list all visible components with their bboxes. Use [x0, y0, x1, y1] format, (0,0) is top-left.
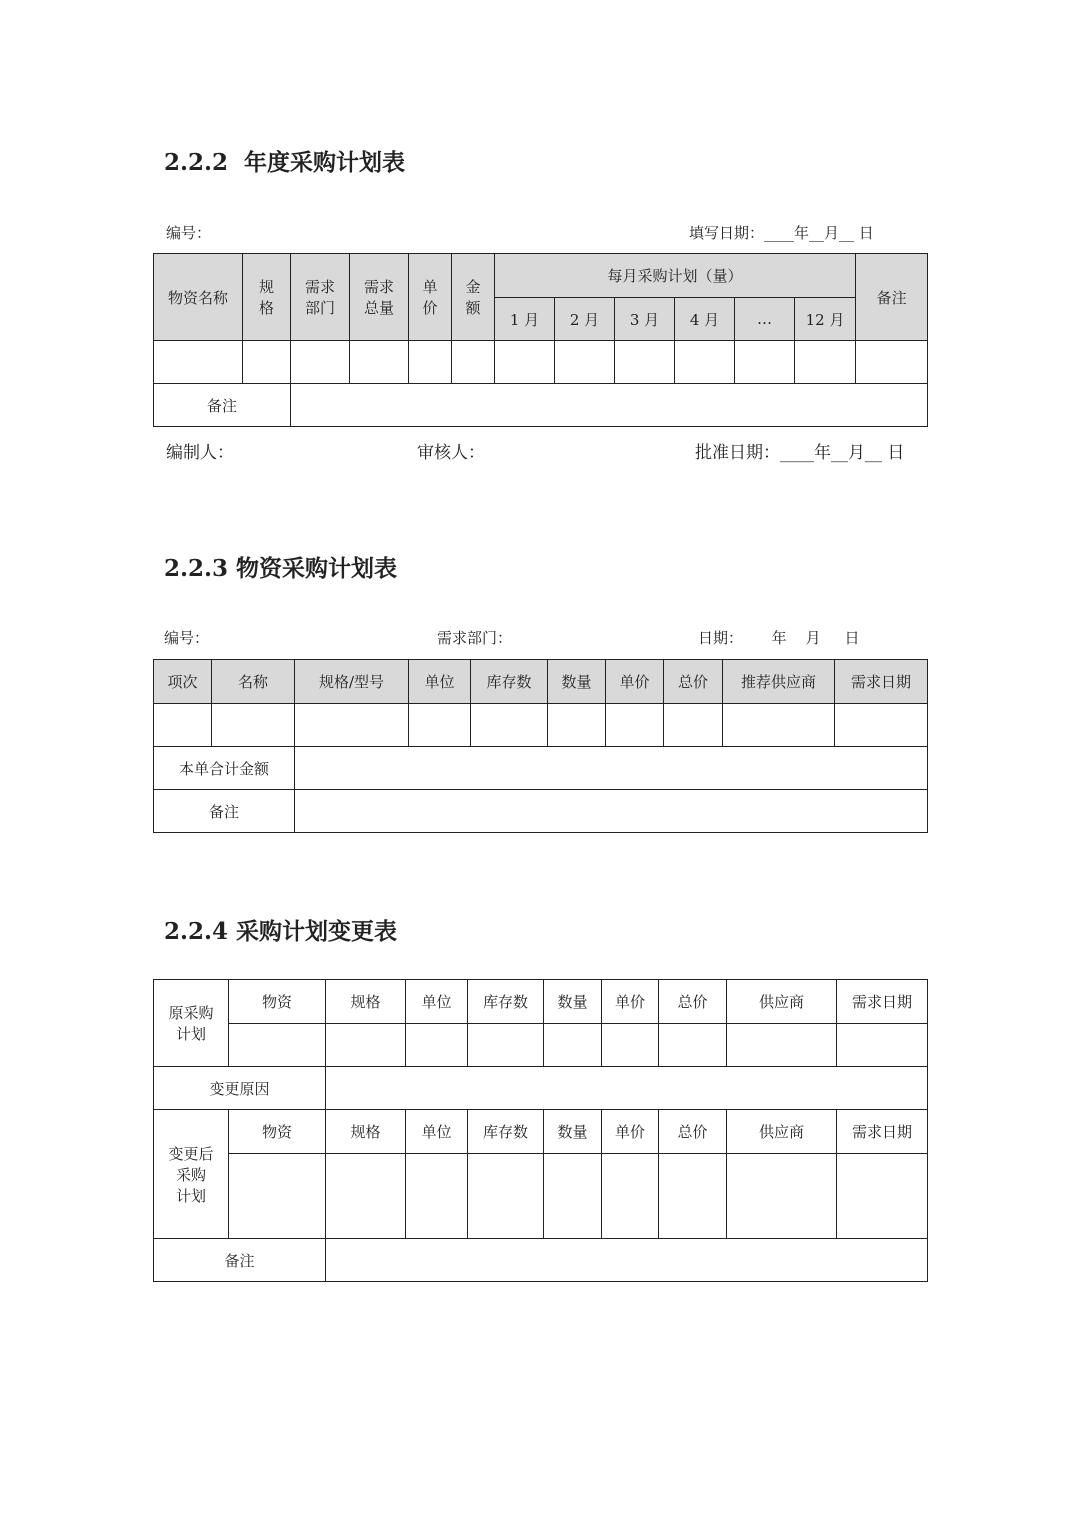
- header-spec: 规格: [326, 980, 406, 1024]
- header-unit-price: [409, 254, 452, 341]
- cell-demand-dept[interactable]: [291, 341, 350, 384]
- cell-spec[interactable]: [243, 341, 291, 384]
- cell-quantity[interactable]: [544, 1024, 602, 1067]
- cell-spec[interactable]: [326, 1154, 406, 1239]
- cell-month-12[interactable]: [795, 341, 856, 384]
- section-title-material-plan: 2.2.3 物资采购计划表: [164, 555, 398, 582]
- cell-demand-date[interactable]: [837, 1154, 928, 1239]
- cell-name[interactable]: [212, 704, 295, 747]
- material-purchase-plan-table: [153, 659, 928, 833]
- remark-field[interactable]: [295, 790, 928, 833]
- header-item-no: 项次: [154, 660, 212, 704]
- cell-stock[interactable]: [471, 704, 548, 747]
- cell-total-price[interactable]: [659, 1154, 727, 1239]
- header-quantity: 数量: [548, 660, 606, 704]
- header-demand-total-line2: 总量: [363, 299, 394, 317]
- header-supplier: 供应商: [727, 980, 837, 1024]
- cell-material[interactable]: [229, 1024, 326, 1067]
- date-label: 日期： 年 月 日: [698, 629, 860, 647]
- header-spec-line1: 规: [258, 278, 274, 296]
- cell-unit-price[interactable]: [602, 1154, 659, 1239]
- header-spec-line2: 格: [258, 299, 274, 317]
- header-unit: 单位: [409, 660, 471, 704]
- cell-supplier[interactable]: [727, 1024, 837, 1067]
- original-plan-label-line2: 计划: [175, 1025, 206, 1043]
- header-demand-date: 需求日期: [837, 1110, 928, 1154]
- header-demand-dept-line1: 需求: [304, 278, 335, 296]
- header-unit-price-line1: 单: [422, 278, 438, 296]
- header-total-price: 总价: [664, 660, 723, 704]
- cell-month-2[interactable]: [555, 341, 615, 384]
- approve-date-label: 批准日期：____年__月__ 日: [695, 443, 905, 463]
- cell-unit[interactable]: [406, 1154, 468, 1239]
- cell-month-3[interactable]: [615, 341, 675, 384]
- remark-field[interactable]: [326, 1239, 928, 1282]
- table-row: [154, 341, 928, 384]
- cell-quantity[interactable]: [548, 704, 606, 747]
- cell-item-no[interactable]: [154, 704, 212, 747]
- remark-label: 备注: [154, 384, 291, 427]
- changed-plan-label-line3: 计划: [175, 1186, 206, 1205]
- header-material: 物资: [229, 1110, 326, 1154]
- header-demand-total-line1: 需求: [363, 278, 394, 296]
- header-demand-date: 需求日期: [837, 980, 928, 1024]
- changed-plan-label-line1: 变更后: [168, 1144, 214, 1163]
- cell-quantity[interactable]: [544, 1154, 602, 1239]
- header-unit: 单位: [406, 980, 468, 1024]
- header-demand-dept: [291, 254, 350, 341]
- remark-label: 备注: [154, 790, 295, 833]
- cell-month-1[interactable]: [495, 341, 555, 384]
- header-material-name: 物资名称: [154, 254, 243, 341]
- header-monthly-plan: 每月采购计划（量）: [495, 254, 856, 298]
- header-stock: 库存数: [468, 1110, 544, 1154]
- changed-plan-label: [154, 1110, 229, 1239]
- header-amount-line2: 额: [465, 299, 481, 317]
- section-title-annual-plan: 2.2.2 年度采购计划表: [164, 149, 406, 176]
- header-spec: 规格: [326, 1110, 406, 1154]
- header-month-2: 2 月: [555, 298, 615, 341]
- cell-spec-model[interactable]: [295, 704, 409, 747]
- cell-remark[interactable]: [856, 341, 928, 384]
- header-supplier: 供应商: [727, 1110, 837, 1154]
- header-amount-line1: 金: [465, 278, 481, 296]
- header-demand-date: 需求日期: [835, 660, 928, 704]
- header-quantity: 数量: [544, 1110, 602, 1154]
- cell-unit[interactable]: [406, 1024, 468, 1067]
- remark-label: 备注: [154, 1239, 326, 1282]
- cell-unit[interactable]: [409, 704, 471, 747]
- serial-number-label: 编号：: [164, 629, 210, 647]
- table-row: [154, 1154, 928, 1239]
- annual-purchase-plan-table: [153, 253, 928, 427]
- header-unit: 单位: [406, 1110, 468, 1154]
- cell-total-price[interactable]: [664, 704, 723, 747]
- serial-number-label: 编号：: [166, 224, 212, 242]
- change-reason-field[interactable]: [326, 1067, 928, 1110]
- cell-total-price[interactable]: [659, 1024, 727, 1067]
- header-unit-price: 单价: [602, 1110, 659, 1154]
- header-month-1: 1 月: [495, 298, 555, 341]
- header-recommended-supplier: 推荐供应商: [723, 660, 835, 704]
- cell-month-ellipsis[interactable]: [735, 341, 795, 384]
- compiler-label: 编制人：: [166, 443, 234, 463]
- header-month-12: 12 月: [795, 298, 856, 341]
- total-amount-field[interactable]: [295, 747, 928, 790]
- reviewer-label: 审核人：: [417, 443, 485, 463]
- header-name: 名称: [212, 660, 295, 704]
- header-spec: [243, 254, 291, 341]
- cell-material[interactable]: [229, 1154, 326, 1239]
- header-quantity: 数量: [544, 980, 602, 1024]
- cell-unit-price[interactable]: [606, 704, 664, 747]
- purchase-plan-change-table: [153, 979, 928, 1282]
- total-amount-label: 本单合计金额: [154, 747, 295, 790]
- header-total-price: 总价: [659, 980, 727, 1024]
- remark-field[interactable]: [291, 384, 928, 427]
- cell-demand-total[interactable]: [350, 341, 409, 384]
- header-stock: 库存数: [468, 980, 544, 1024]
- header-unit-price-line2: 价: [422, 299, 438, 317]
- header-month-4: 4 月: [675, 298, 735, 341]
- fill-date-label: 填写日期：____年__月__ 日: [689, 224, 874, 242]
- changed-plan-label-line2: 采购: [175, 1165, 206, 1184]
- header-total-price: 总价: [659, 1110, 727, 1154]
- cell-spec[interactable]: [326, 1024, 406, 1067]
- header-material: 物资: [229, 980, 326, 1024]
- change-reason-label: 变更原因: [154, 1067, 326, 1110]
- cell-unit-price[interactable]: [602, 1024, 659, 1067]
- header-demand-dept-line2: 部门: [304, 299, 335, 317]
- cell-month-4[interactable]: [675, 341, 735, 384]
- header-unit-price: 单价: [602, 980, 659, 1024]
- cell-amount[interactable]: [452, 341, 495, 384]
- header-month-3: 3 月: [615, 298, 675, 341]
- header-unit-price: 单价: [606, 660, 664, 704]
- header-spec-model: 规格/型号: [295, 660, 409, 704]
- section-title-plan-change: 2.2.4 采购计划变更表: [164, 918, 398, 945]
- header-remark: 备注: [856, 254, 928, 341]
- cell-stock[interactable]: [468, 1024, 544, 1067]
- cell-recommended-supplier[interactable]: [723, 704, 835, 747]
- cell-demand-date[interactable]: [837, 1024, 928, 1067]
- header-stock: 库存数: [471, 660, 548, 704]
- cell-unit-price[interactable]: [409, 341, 452, 384]
- header-amount: [452, 254, 495, 341]
- table-row: [154, 1024, 928, 1067]
- original-plan-label: [154, 980, 229, 1067]
- cell-material-name[interactable]: [154, 341, 243, 384]
- cell-demand-date[interactable]: [835, 704, 928, 747]
- original-plan-label-line1: 原采购: [168, 1004, 214, 1022]
- demand-dept-label: 需求部门：: [437, 629, 513, 647]
- table-row: [154, 704, 928, 747]
- header-month-ellipsis: …: [735, 298, 795, 341]
- cell-supplier[interactable]: [727, 1154, 837, 1239]
- header-demand-total: [350, 254, 409, 341]
- cell-stock[interactable]: [468, 1154, 544, 1239]
